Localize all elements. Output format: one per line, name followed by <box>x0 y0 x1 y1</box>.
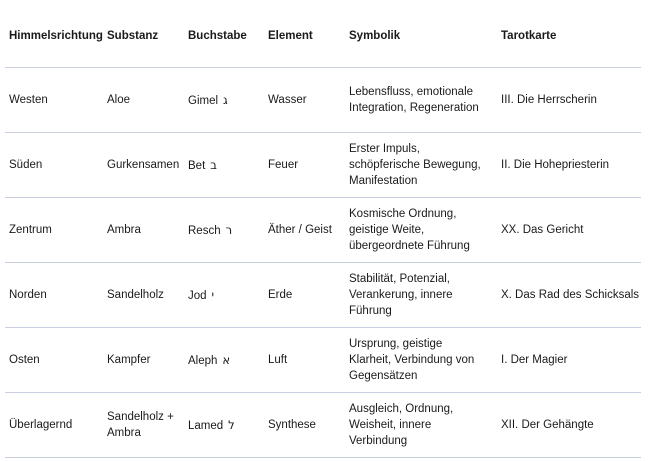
symbolism-line: Ausgleich, Ordnung, <box>349 403 454 415</box>
substance-line: Sandelholz <box>107 289 164 301</box>
cell-tarot: III. Die Herrscherin <box>497 68 641 133</box>
cell-element: Äther / Geist <box>264 198 345 263</box>
symbolism-line: Verankerung, innere <box>349 289 453 301</box>
symbolism-line: Erster Impuls, <box>349 143 420 155</box>
letter-name: Jod <box>188 289 207 302</box>
substance-line: Ambra <box>107 224 141 236</box>
cell-letter <box>184 68 264 133</box>
symbolism-line: Stabilität, Potenzial, <box>349 273 451 285</box>
table-row <box>5 133 641 198</box>
symbolism-line: Integration, Regeneration <box>349 102 479 114</box>
symbolism-line: Klarheit, Verbindung von <box>349 354 475 366</box>
symbolism-line: Führung <box>349 305 392 317</box>
header-buchstabe: Buchstabe <box>184 4 264 68</box>
header-tarotkarte: Tarotkarte <box>497 4 641 68</box>
cell-element: Luft <box>264 328 345 393</box>
hebrew-letter-glyph: ג <box>223 92 228 107</box>
letter-name: Gimel <box>188 94 219 107</box>
cell-letter <box>184 198 264 263</box>
symbolism-line: Gegensätzen <box>349 370 418 382</box>
cell-tarot: II. Die Hohepriesterin <box>497 133 641 198</box>
cell-substance <box>103 393 184 458</box>
symbolism-line: geistige Weite, <box>349 224 425 236</box>
cell-tarot: X. Das Rad des Schicksals <box>497 263 641 328</box>
cell-letter <box>184 328 264 393</box>
header-himmelsrichtung: Himmelsrichtung <box>5 4 103 68</box>
table-row <box>5 263 641 328</box>
cell-symbolism <box>345 68 497 133</box>
cell-substance <box>103 133 184 198</box>
letter-name: Resch <box>188 224 221 237</box>
cell-element: Wasser <box>264 68 345 133</box>
hebrew-letter-glyph: ב <box>210 157 217 172</box>
letter-name: Aleph <box>188 354 218 367</box>
cell-letter <box>184 133 264 198</box>
correspondence-table-wrapper <box>5 4 641 458</box>
cell-substance <box>103 198 184 263</box>
cell-direction: Osten <box>5 328 103 393</box>
cell-tarot: XII. Der Gehängte <box>497 393 641 458</box>
table-row <box>5 393 641 458</box>
symbolism-line: Ursprung, geistige <box>349 338 443 350</box>
table-row <box>5 328 641 393</box>
substance-line: Ambra <box>107 427 141 439</box>
symbolism-line: Lebensfluss, emotionale <box>349 86 474 98</box>
cell-element: Feuer <box>264 133 345 198</box>
cell-direction: Zentrum <box>5 198 103 263</box>
table-row <box>5 68 641 133</box>
hebrew-letter-glyph: ל <box>228 417 235 432</box>
symbolism-line: Manifestation <box>349 175 418 187</box>
cell-direction: Norden <box>5 263 103 328</box>
cell-letter <box>184 263 264 328</box>
cell-direction: Westen <box>5 68 103 133</box>
symbolism-line: schöpferische Bewegung, <box>349 159 481 171</box>
substance-line: Aloe <box>107 94 131 106</box>
hebrew-letter-glyph: א <box>222 352 231 367</box>
symbolism-line: Kosmische Ordnung, <box>349 208 457 220</box>
header-substanz: Substanz <box>103 4 184 68</box>
table-row <box>5 198 641 263</box>
cell-letter <box>184 393 264 458</box>
substance-line: Gurkensamen <box>107 159 180 171</box>
symbolism-line: übergeordnete Führung <box>349 240 470 252</box>
header-symbolik: Symbolik <box>345 4 497 68</box>
cell-symbolism <box>345 393 497 458</box>
hebrew-letter-glyph: ר <box>225 222 233 237</box>
cell-element: Erde <box>264 263 345 328</box>
cell-tarot: XX. Das Gericht <box>497 198 641 263</box>
symbolism-line: Weisheit, innere <box>349 419 432 431</box>
table-body <box>5 68 641 458</box>
cell-tarot: I. Der Magier <box>497 328 641 393</box>
cell-symbolism <box>345 133 497 198</box>
header-row <box>5 4 641 68</box>
hebrew-letter-glyph: י <box>211 287 215 302</box>
cell-substance <box>103 328 184 393</box>
correspondence-table <box>5 4 641 458</box>
table-header <box>5 4 641 68</box>
cell-element: Synthese <box>264 393 345 458</box>
cell-symbolism <box>345 198 497 263</box>
cell-symbolism <box>345 263 497 328</box>
substance-line: Kampfer <box>107 354 151 366</box>
letter-name: Bet <box>188 159 206 172</box>
letter-name: Lamed <box>188 419 224 432</box>
cell-substance <box>103 68 184 133</box>
cell-symbolism <box>345 328 497 393</box>
header-element: Element <box>264 4 345 68</box>
substance-line: Sandelholz + <box>107 411 174 423</box>
symbolism-line: Verbindung <box>349 435 408 447</box>
cell-direction: Süden <box>5 133 103 198</box>
cell-direction: Überlagernd <box>5 393 103 458</box>
cell-substance <box>103 263 184 328</box>
